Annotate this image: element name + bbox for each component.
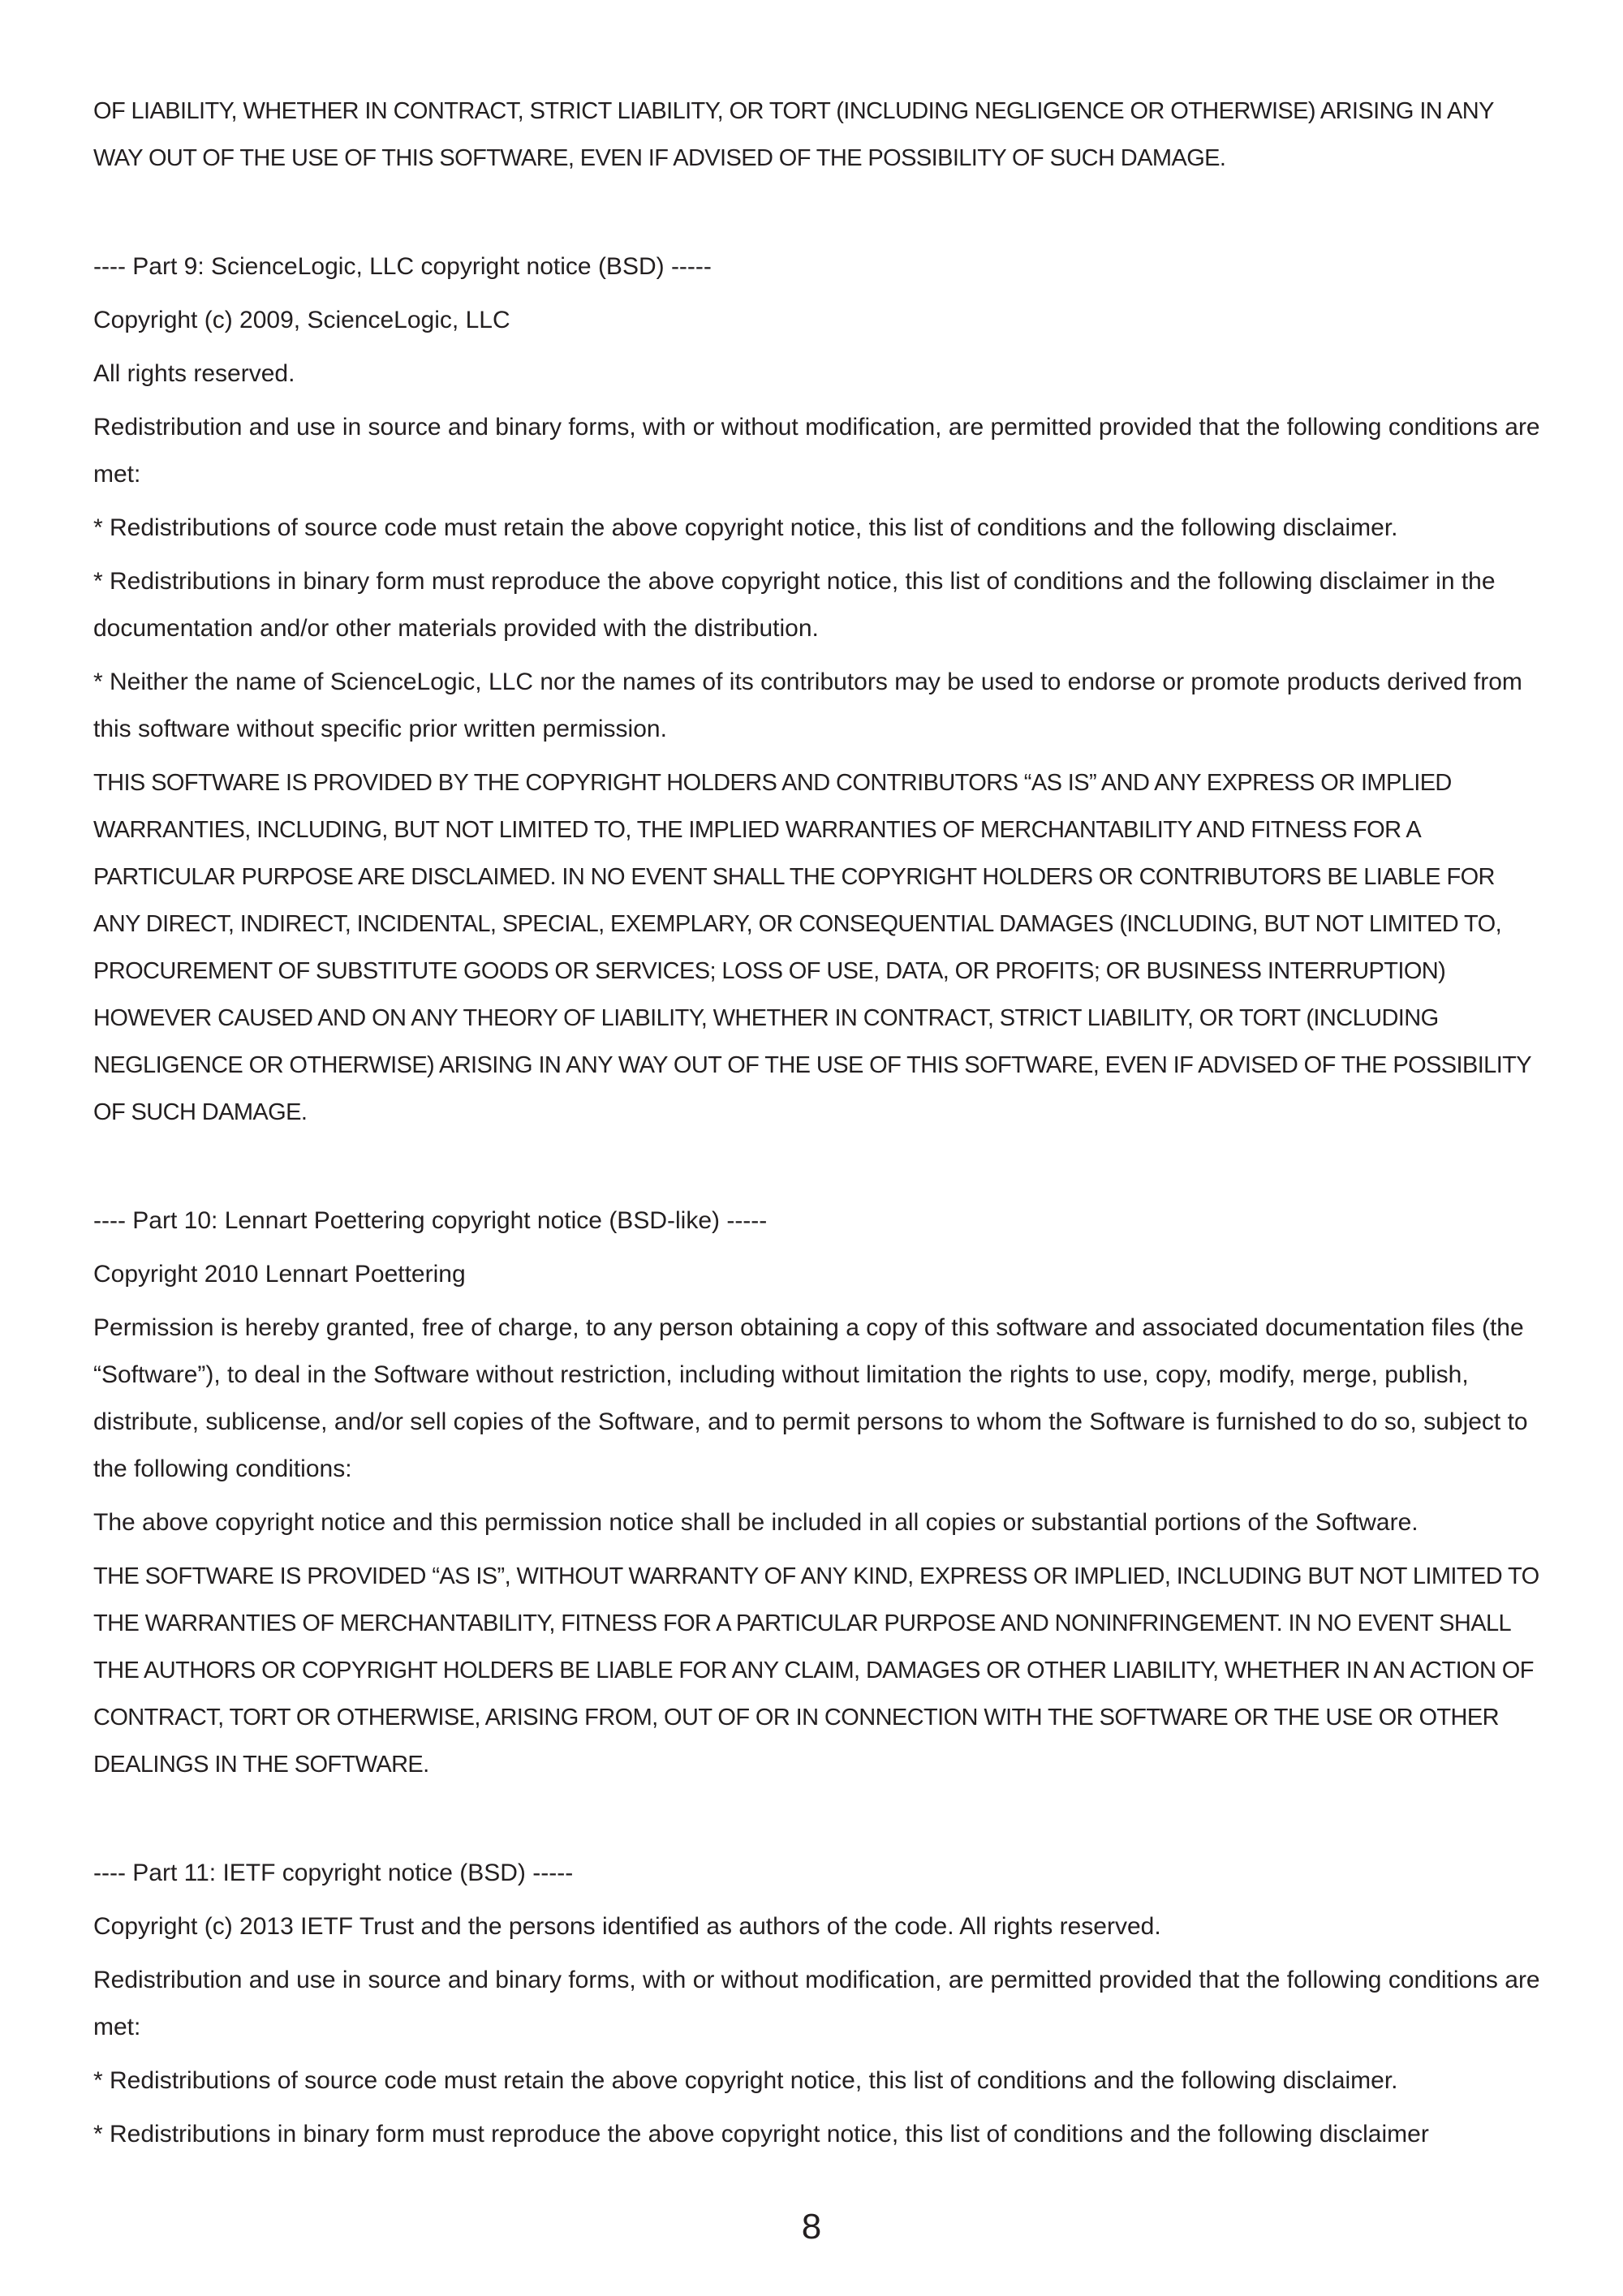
part-9-disclaimer: THIS SOFTWARE IS PROVIDED BY THE COPYRIGHT HOLDERS AND CONTRIBUTORS “AS IS” AND ANY EXPRESS OR IMPLIED WARRANTIES, INCLUDING, BUT NOT LIMITED TO, THE IMPLIED WARRANTIES OF MERCHANTABILITY AND FITNESS FOR A PARTICULAR PURPOSE ARE DISCLAIMED. IN NO EVENT SHALL THE COPYRIGHT HOLDERS OR CONTRIBUTORS BE LIABLE FOR ANY DIRECT, INDIRECT, INCIDENTAL, SPECIAL, EXEMPLARY, OR CONSEQUENTIAL DAMAGES (INCLUDING, BUT NOT LIMITED TO, PROCUREMENT OF SUBSTITUTE GOODS OR SERVICES; LOSS OF USE, DATA, OR PROFITS; OR BUSINESS INTERRUPTION) HOWEVER CAUSED AND ON ANY THEORY OF LIABILITY, WHETHER IN CONTRACT, STRICT LIABILITY, OR TORT (INCLUDING NEGLIGENCE OR OTHERWISE) ARISING IN ANY WAY OUT OF THE USE OF THIS SOFTWARE, EVEN IF ADVISED OF THE POSSIBILITY OF SUCH DAMAGE.	[93, 770, 1537, 1125]
license-document	[93, 88, 1546, 2165]
part-10-copyright: Copyright 2010 Lennart Poettering	[93, 1261, 466, 1288]
part-11-redistribution-intro: Redistribution and use in source and binary forms, with or without modification, are permitted provided that the following conditions are met:	[93, 1967, 1547, 2040]
page-number: 8	[801, 2207, 822, 2247]
section-spacer	[93, 1795, 1546, 1850]
part-9-condition-3: * Neither the name of ScienceLogic, LLC nor the names of its contributors may be used to endorse or promote products derived from this software without specific prior written permission.	[93, 669, 1530, 742]
section-spacer	[93, 188, 1546, 243]
part-9-copyright: Copyright (c) 2009, ScienceLogic, LLC	[93, 307, 510, 333]
part-10-disclaimer: THE SOFTWARE IS PROVIDED “AS IS”, WITHOUT WARRANTY OF ANY KIND, EXPRESS OR IMPLIED, INCLUDING BUT NOT LIMITED TO THE WARRANTIES OF MERCHANTABILITY, FITNESS FOR A PARTICULAR PURPOSE AND NONINFRINGEMENT. IN NO EVENT SHALL THE AUTHORS OR COPYRIGHT HOLDERS BE LIABLE FOR ANY CLAIM, DAMAGES OR OTHER LIABILITY, WHETHER IN AN ACTION OF CONTRACT, TORT OR OTHERWISE, ARISING FROM, OUT OF OR IN CONNECTION WITH THE SOFTWARE OR THE USE OR OTHER DEALINGS IN THE SOFTWARE.	[93, 1563, 1545, 1778]
part-11-condition-2: * Redistributions in binary form must reproduce the above copyright notice, this list of conditions and the following disclaimer	[93, 2121, 1429, 2148]
part-10-section	[93, 1197, 1546, 1788]
part-9-section	[93, 243, 1546, 1136]
part-9-redistribution-intro: Redistribution and use in source and binary forms, with or without modification, are permitted provided that the following conditions are met:	[93, 414, 1547, 488]
part-11-copyright: Copyright (c) 2013 IETF Trust and the persons identified as authors of the code. All rights reserved.	[93, 1913, 1161, 1940]
section-spacer	[93, 1142, 1546, 1197]
part-10-permission: Permission is hereby granted, free of charge, to any person obtaining a copy of this software and associated documentation files (the “Software”), to deal in the Software without restriction, including without limitation the rights to use, copy, modify, merge, publish, distribute, sublicense, and/or sell copies of the Software, and to permit persons to whom the Software is furnished to do so, subject to the following conditions:	[93, 1314, 1535, 1482]
part-10-notice-condition: The above copyright notice and this permission notice shall be included in all copies or substantial portions of the Software.	[93, 1509, 1419, 1536]
part-11-condition-1: * Redistributions of source code must retain the above copyright notice, this list of conditions and the following disclaimer.	[93, 2067, 1398, 2094]
part-9-rights: All rights reserved.	[93, 360, 295, 387]
part-9-condition-1: * Redistributions of source code must retain the above copyright notice, this list of conditions and the following disclaimer.	[93, 514, 1398, 541]
part-10-heading: ---- Part 10: Lennart Poettering copyright notice (BSD-like) -----	[93, 1207, 768, 1234]
part-9-heading: ---- Part 9: ScienceLogic, LLC copyright notice (BSD) -----	[93, 253, 712, 280]
previous-disclaimer-continuation: OF LIABILITY, WHETHER IN CONTRACT, STRICT LIABILITY, OR TORT (INCLUDING NEGLIGENCE OR OTHERWISE) ARISING IN ANY WAY OUT OF THE USE OF THIS SOFTWARE, EVEN IF ADVISED OF THE POSSIBILITY OF SUCH DAMAGE.	[93, 98, 1500, 171]
part-11-section	[93, 1850, 1546, 2158]
part-9-condition-2: * Redistributions in binary form must reproduce the above copyright notice, this list of conditions and the following disclaimer in the documentation and/or other materials provided with the distribution.	[93, 568, 1502, 642]
part-11-heading: ---- Part 11: IETF copyright notice (BSD) -----	[93, 1860, 574, 1886]
